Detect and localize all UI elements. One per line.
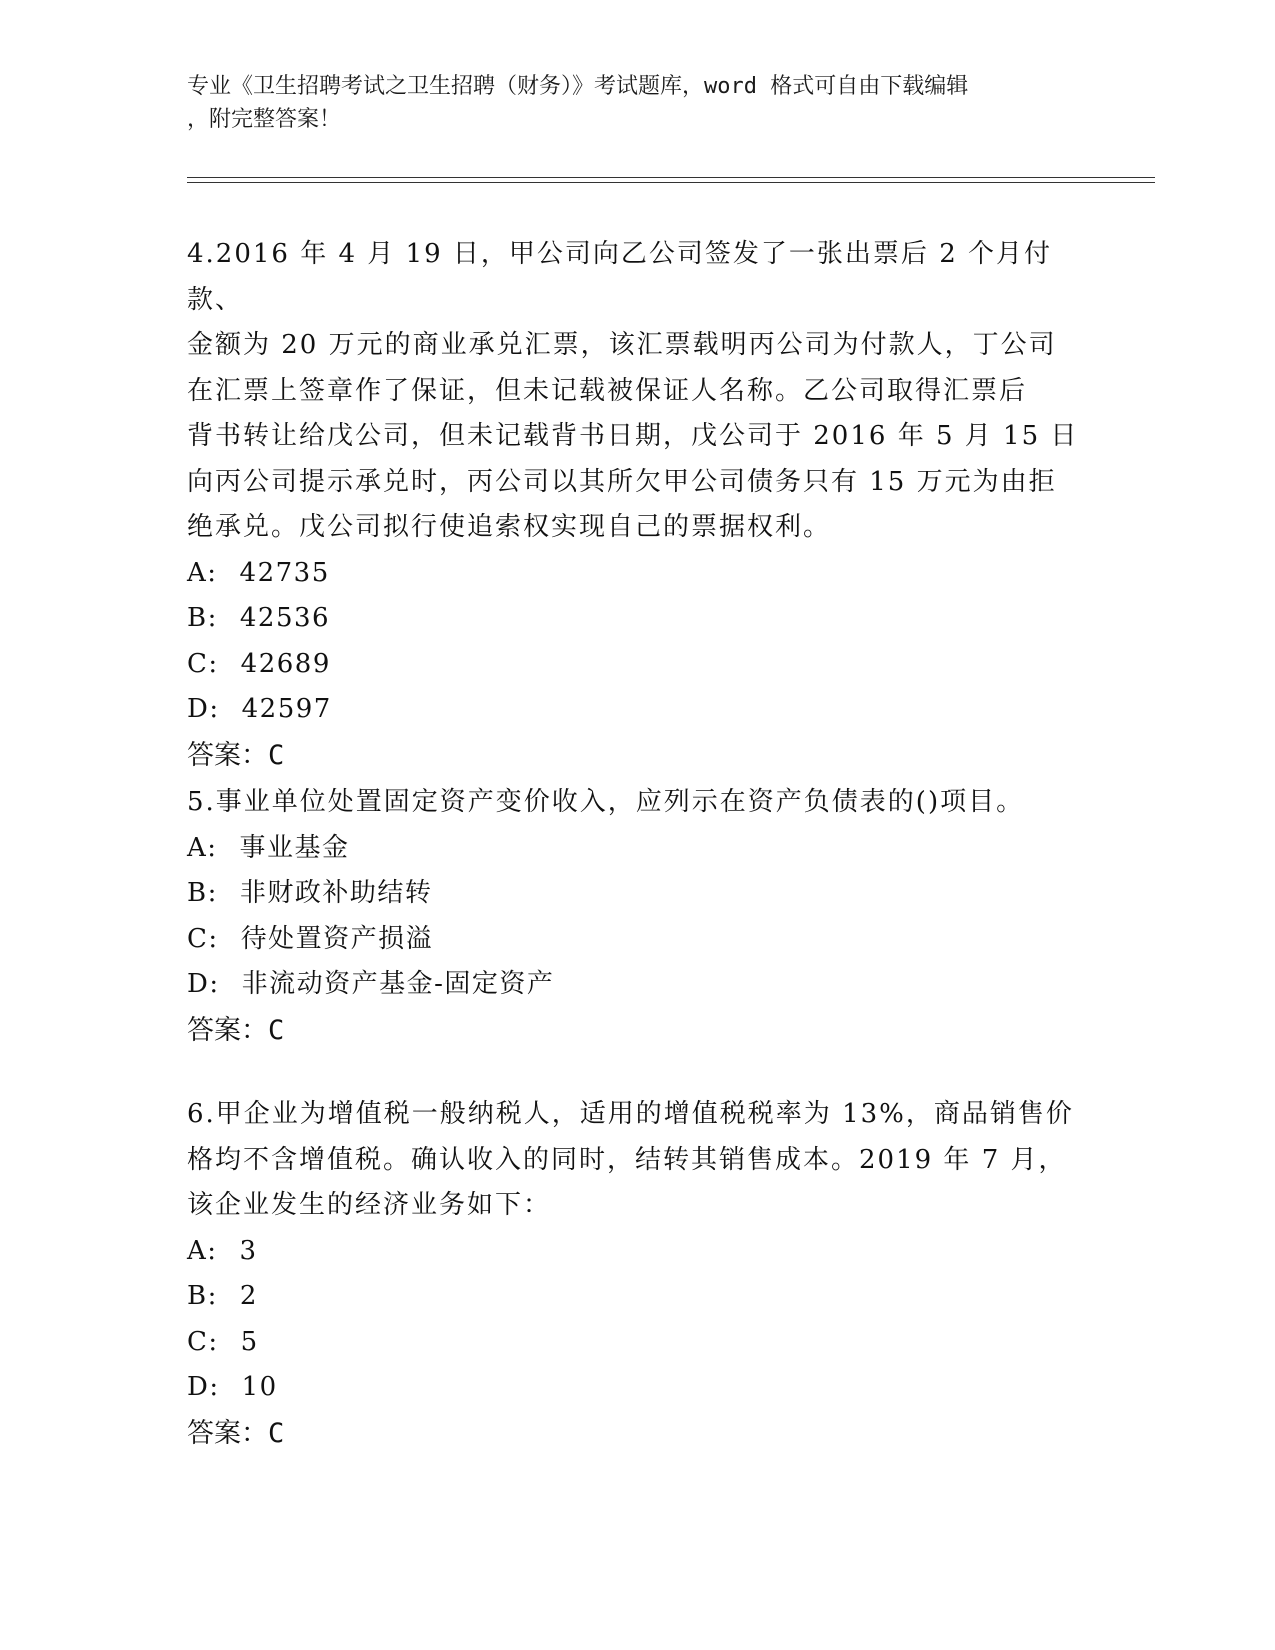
option-text: 非流动资产基金-固定资产 xyxy=(241,969,555,999)
option-key: C: xyxy=(187,1326,219,1357)
option-key: C: xyxy=(187,923,219,954)
option-b xyxy=(187,1274,1087,1320)
option-a xyxy=(187,1229,1087,1275)
option-text: 42689 xyxy=(240,648,331,679)
option-key: B: xyxy=(187,1281,218,1311)
option-text: 42735 xyxy=(239,557,330,588)
option-a xyxy=(187,551,1087,597)
question-stem-line: 背书转让给戊公司，但未记载背书日期，戊公司于 2016 年 5 月 15 日 xyxy=(187,421,1079,451)
question-stem-line: 5.事业单位处置固定资产变价收入，应列示在资产负债表的()项目。 xyxy=(187,787,1025,817)
option-text: 3 xyxy=(239,1235,258,1266)
option-c xyxy=(187,1320,1087,1366)
question-stem-line: 6.甲企业为增值税一般纳税人，适用的增值税税率为 13%，商品销售价 xyxy=(187,1099,1074,1129)
answer-line: 答案：C xyxy=(187,739,285,771)
question-stem-line: 该企业发生的经济业务如下： xyxy=(187,1190,552,1220)
option-d xyxy=(187,962,1087,1008)
option-key: C: xyxy=(187,648,219,679)
question-stem-line: 在汇票上签章作了保证，但未记载被保证人名称。乙公司取得汇票后 xyxy=(187,375,1028,406)
option-b xyxy=(187,871,1087,917)
question-stem-line: 向丙公司提示承兑时，丙公司以其所欠甲公司债务只有 15 万元为由拒 xyxy=(187,466,1057,497)
option-c xyxy=(187,642,1087,688)
answer-line: 答案：C xyxy=(187,1417,285,1449)
option-b xyxy=(187,596,1087,642)
option-key: A: xyxy=(187,557,218,588)
question-stem-line: 格均不含增值税。确认收入的同时，结转其销售成本。2019 年 7 月， xyxy=(187,1144,1067,1175)
option-d xyxy=(187,687,1087,733)
option-a xyxy=(187,826,1087,872)
header-divider-bottom xyxy=(187,182,1155,183)
option-text: 10 xyxy=(241,1372,278,1402)
option-text: 42597 xyxy=(241,694,332,724)
header-line-2: ，附完整答案！ xyxy=(187,107,342,132)
option-text: 待处置资产损溢 xyxy=(240,923,434,954)
option-text: 42536 xyxy=(239,603,331,633)
option-key: D: xyxy=(187,969,220,999)
option-key: D: xyxy=(187,694,220,724)
answer-line: 答案：C xyxy=(187,1014,285,1046)
header-divider-top xyxy=(187,177,1155,178)
question-stem-line: 4.2016 年 4 月 19 日，甲公司向乙公司签发了一张出票后 2 个月付款、 xyxy=(187,239,1052,315)
option-key: A: xyxy=(187,832,218,863)
option-text: 非财政补助结转 xyxy=(239,878,433,908)
option-key: D: xyxy=(187,1372,220,1402)
header-line-1: 专业《卫生招聘考试之卫生招聘（财务）》考试题库，word 格式可自由下载编辑 xyxy=(187,74,969,99)
question-5 xyxy=(187,780,1087,1053)
question-stem-line: 金额为 20 万元的商业承兑汇票，该汇票载明丙公司为付款人，丁公司 xyxy=(187,330,1057,360)
document-header xyxy=(187,70,1087,136)
option-key: B: xyxy=(187,878,218,908)
option-c xyxy=(187,917,1087,963)
option-text: 2 xyxy=(239,1281,258,1311)
question-4 xyxy=(187,232,1087,778)
option-key: A: xyxy=(187,1235,218,1266)
option-key: B: xyxy=(187,603,218,633)
option-text: 事业基金 xyxy=(239,832,350,863)
question-stem-line: 绝承兑。戊公司拟行使追索权实现自己的票据权利。 xyxy=(187,512,832,542)
question-6 xyxy=(187,1092,1087,1456)
option-text: 5 xyxy=(240,1326,259,1357)
option-d xyxy=(187,1365,1087,1411)
